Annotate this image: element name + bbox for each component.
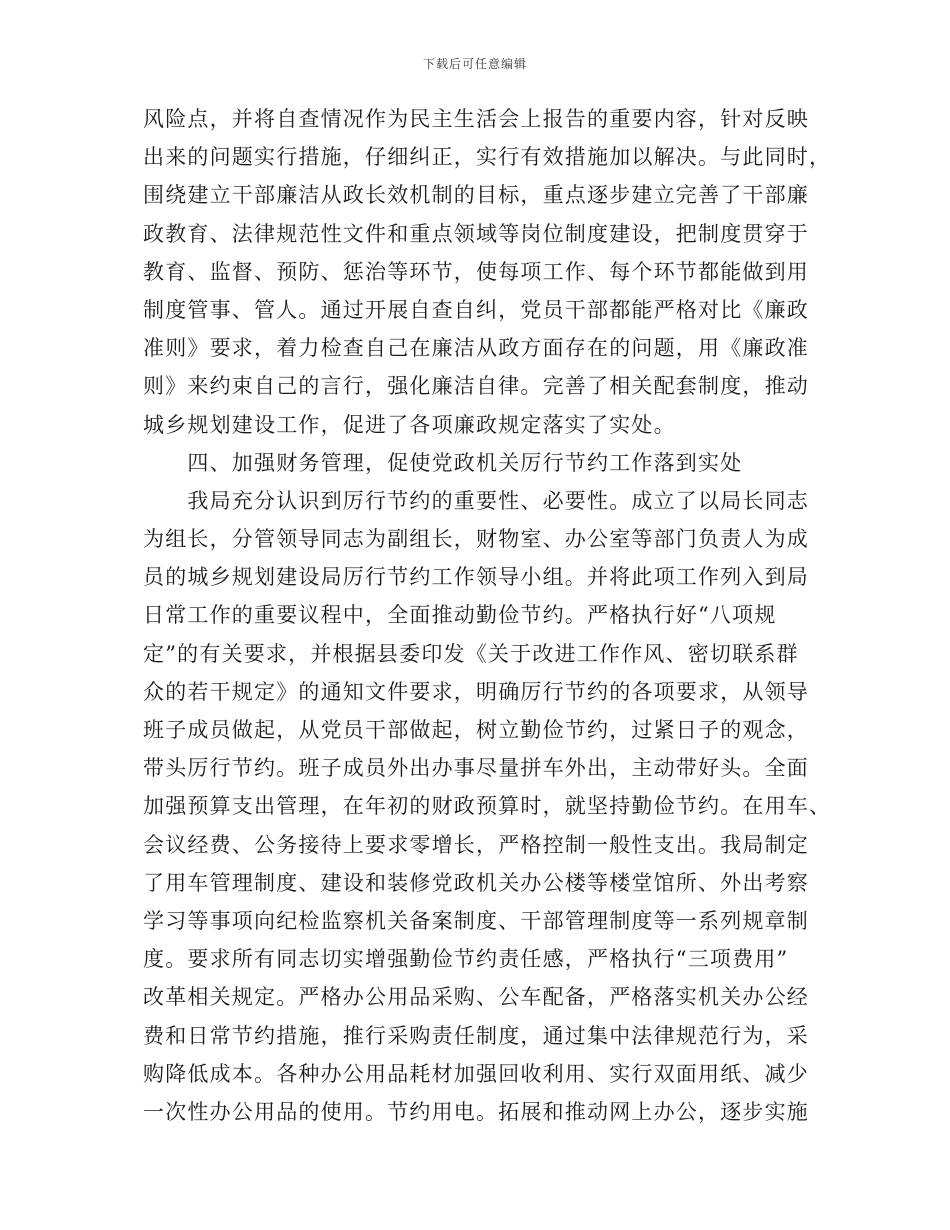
text-line: 班子成员做起，从党员干部做起，树立勤俭节约，过紧日子的观念， [143, 718, 809, 742]
text-line: 城乡规划建设工作，促进了各项廉政规定落实了实处。 [143, 412, 676, 437]
text-line: 众的若干规定》的通知文件要求，明确厉行节约的各项要求，从领导 [143, 679, 809, 704]
text-line: 日常工作的重要议程中，全面推动勤俭节约。严格执行好“八项规 [143, 603, 777, 628]
text-line: 定”的有关要求，并根据县委印发《关于改进工作作风、密切联系群 [143, 641, 799, 666]
text-line: 则》来约束自己的言行，强化廉洁自律。完善了相关配套制度，推动 [143, 374, 809, 399]
document-body [143, 100, 832, 1131]
text-line: 学习等事项向纪检监察机关备案制度、干部管理制度等一系列规章制 [143, 908, 809, 933]
text-line: 购降低成本。各种办公用品耗材加强回收利用、实行双面用纸、减少 [143, 1061, 809, 1086]
text-line: 员的城乡规划建设局厉行节约工作领导小组。并将此项工作列入到局 [143, 565, 809, 590]
text-line: 围绕建立干部廉洁从政长效机制的目标，重点逐步建立完善了干部廉 [143, 183, 809, 208]
text-line: 带头厉行节约。班子成员外出办事尽量拼车外出，主动带好头。全面 [143, 756, 809, 781]
text-line: 出来的问题实行措施，仔细纠正，实行有效措施加以解决。与此同时， [143, 145, 832, 170]
text-line: 改革相关规定。严格办公用品采购、公车配备，严格落实机关办公经 [143, 985, 809, 1010]
text-line: 了用车管理制度、建设和装修党政机关办公楼等楼堂馆所、外出考察 [143, 870, 809, 895]
page-header: 下载后可任意编辑 [422, 57, 527, 71]
text-line: 风险点，并将自查情况作为民主生活会上报告的重要内容，针对反映 [143, 107, 809, 131]
text-line: 为组长，分管领导同志为副组长，财物室、办公室等部门负责人为成 [143, 527, 809, 552]
text-line: 费和日常节约措施，推行采购责任制度，通过集中法律规范行为，采 [143, 1023, 809, 1048]
section-heading: 四、加强财务管理，促使党政机关厉行节约工作落到实处 [143, 450, 743, 475]
text-line: 制度管事、管人。通过开展自查自纠，党员干部都能严格对比《廉政 [143, 297, 809, 322]
text-line: 加强预算支出管理，在年初的财政预算时，就坚持勤俭节约。在用车、 [143, 794, 832, 819]
text-line: 准则》要求，着力检查自己在廉洁从政方面存在的问题，用《廉政准 [143, 336, 809, 361]
text-line: 度。要求所有同志切实增强勤俭节约责任感，严格执行“三项费用” [143, 947, 789, 972]
text-line: 会议经费、公务接待上要求零增长，严格控制一般性支出。我局制定 [143, 832, 809, 857]
text-line: 政教育、法律规范性文件和重点领域等岗位制度建设，把制度贯穿于 [143, 221, 809, 246]
text-line: 我局充分认识到厉行节约的重要性、必要性。成立了以局长同志 [143, 488, 809, 513]
text-line: 教育、监督、预防、惩治等环节，使每项工作、每个环节都能做到用 [143, 259, 809, 284]
text-line: 一次性办公用品的使用。节约用电。拓展和推动网上办公，逐步实施 [143, 1099, 809, 1124]
